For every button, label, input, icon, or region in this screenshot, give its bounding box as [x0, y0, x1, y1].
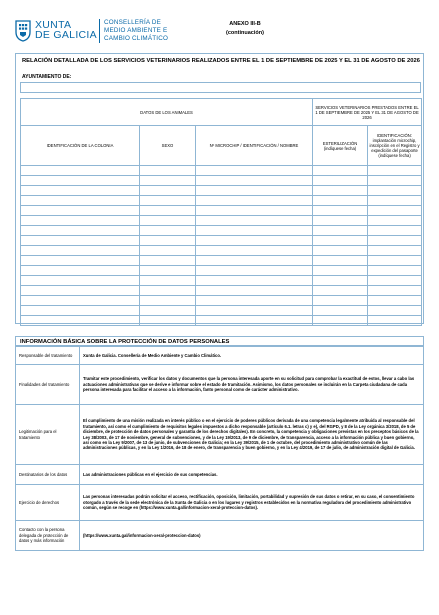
department-name: [104, 19, 168, 43]
data-protection-row: [16, 465, 424, 485]
colony-cell[interactable]: [21, 246, 140, 256]
column-header-sex: SEXO: [140, 126, 196, 166]
annex-continuation: (continuación): [226, 30, 264, 36]
sex-cell[interactable]: [140, 206, 196, 216]
identification-cell[interactable]: [368, 236, 422, 246]
row-value: Xunta de Galicia. Consellería de Medio Ambiente y Cambio Climático.: [80, 347, 424, 365]
data-protection-row: [16, 485, 424, 521]
microchip-cell[interactable]: [196, 236, 313, 246]
form-title: RELACIÓN DETALLADA DE LOS SERVICIOS VETERINARIOS REALIZADOS ENTRE EL 1 DE SEPTIEMBRE DE 2025 Y EL 31 DE AGOSTO DE 2026: [22, 58, 420, 64]
sex-cell[interactable]: [140, 276, 196, 286]
sterilization-cell[interactable]: [313, 236, 368, 246]
row-value: Las administraciones públicas en el ejercicio de sus competencias.: [80, 465, 424, 485]
identification-cell[interactable]: [368, 286, 422, 296]
microchip-cell[interactable]: [196, 206, 313, 216]
microchip-cell[interactable]: [196, 246, 313, 256]
table-row: [21, 306, 422, 316]
table-row: [21, 226, 422, 236]
colony-cell[interactable]: [21, 166, 140, 176]
sex-cell[interactable]: [140, 296, 196, 306]
microchip-cell[interactable]: [196, 226, 313, 236]
data-protection-row: [16, 405, 424, 465]
services-table-body: [21, 166, 422, 326]
row-value: Tramitar este procedimiento, verificar los datos y documentos que la persona interesada aporte en su solicitud para comprobar la exactitud de estos, llevar a cabo las actuaciones administrativas que se derive e informar sobre el estado de tramitación. Asimismo, los datos personales se incluirán en la Carpeta ciudadana de cada persona interesada para facilitar el acceso a la información, fanto personal como de carácter administrativo.: [80, 365, 424, 405]
sterilization-cell[interactable]: [313, 226, 368, 236]
microchip-cell[interactable]: [196, 176, 313, 186]
sterilization-cell[interactable]: [313, 196, 368, 206]
sex-cell[interactable]: [140, 176, 196, 186]
row-label: Contacto con la persona delegada de protección de datos y más información: [16, 521, 80, 551]
sterilization-cell[interactable]: [313, 286, 368, 296]
identification-cell[interactable]: [368, 196, 422, 206]
annex-title: ANEXO III-B: [229, 21, 261, 27]
identification-cell[interactable]: [368, 186, 422, 196]
row-label: Ejercicio de derechos: [16, 485, 80, 521]
table-row: [21, 316, 422, 326]
microchip-cell[interactable]: [196, 306, 313, 316]
colony-cell[interactable]: [21, 256, 140, 266]
colony-cell[interactable]: [21, 306, 140, 316]
table-row: [21, 246, 422, 256]
org-name-line-1: XUNTA: [35, 19, 72, 31]
services-form: [15, 53, 424, 324]
row-label: Finalidades del tratamiento: [16, 365, 80, 405]
sterilization-cell[interactable]: [313, 166, 368, 176]
row-label: Responsable del tratamiento: [16, 347, 80, 365]
data-protection-title: INFORMACIÓN BÁSICA SOBRE LA PROTECCIÓN DE DATOS PERSONALES: [15, 336, 424, 346]
sex-cell[interactable]: [140, 236, 196, 246]
sex-cell[interactable]: [140, 286, 196, 296]
column-header-colony: IDENTIFICACIÓN DE LA COLONIA: [21, 126, 140, 166]
table-row: [21, 286, 422, 296]
colony-cell[interactable]: [21, 176, 140, 186]
colony-cell[interactable]: [21, 276, 140, 286]
row-value: El cumplimiento de una misión realizada en interés público o en el ejercicio de poderes públicos derivada de una competencia legalmente atribuida al responsable del tratamiento, así como el cumplimiento de requisitos legales impuestos a dicho responsable (artículo 6.1. letras c) y e), del RGPD, y 8 de la Ley orgánica 3/2018, de 5 de diciembre, de protección de datos personales y garantía de los derechos digitales). En concreto, la competencia y obligaciones previstas en los preceptos básicos de la Ley 38/2003, de 17 de noviembre, general de subvenciones, y de la Ley 19/2013, de 9 de diciembre, de transparencia, acceso a la información pública y buen gobierno, así como en la Ley 9/2007, de 13 de junio, de subvenciones de Galicia; en la Ley 39/2015, de 1 de octubre, del procedimiento administrativo común de las administraciones públicas, y en la Ley 1/2016, de 18 de enero, de transparencia y buen gobierno, y en la Ley 4/2019, de 17 de julio, de administración digital de Galicia.: [80, 405, 424, 465]
table-row: [21, 266, 422, 276]
colony-cell[interactable]: [21, 226, 140, 236]
table-row: [21, 236, 422, 246]
data-protection-row: [16, 365, 424, 405]
sex-cell[interactable]: [140, 266, 196, 276]
sterilization-cell[interactable]: [313, 296, 368, 306]
xunta-logo-icon: [14, 20, 32, 42]
data-protection-row: [16, 347, 424, 365]
sex-cell[interactable]: [140, 316, 196, 326]
colony-cell[interactable]: [21, 286, 140, 296]
colony-cell[interactable]: [21, 206, 140, 216]
microchip-cell[interactable]: [196, 216, 313, 226]
colony-cell[interactable]: [21, 216, 140, 226]
table-row: [21, 276, 422, 286]
identification-cell[interactable]: [368, 306, 422, 316]
header-separator: [99, 19, 100, 43]
microchip-cell[interactable]: [196, 196, 313, 206]
sex-cell[interactable]: [140, 256, 196, 266]
table-row: [21, 206, 422, 216]
sterilization-cell[interactable]: [313, 306, 368, 316]
identification-cell[interactable]: [368, 266, 422, 276]
group-header-animals: DATOS DE LOS ANIMALES: [21, 99, 313, 126]
sex-cell[interactable]: [140, 226, 196, 236]
sterilization-cell[interactable]: [313, 246, 368, 256]
column-header-identification: IDENTIFICACIÓN: implantación microchip, inscripción en el Registro y expedición del pasaporte (indíquese fecha): [368, 126, 422, 166]
table-row: [21, 216, 422, 226]
identification-cell[interactable]: [368, 176, 422, 186]
identification-cell[interactable]: [368, 226, 422, 236]
org-name: [35, 20, 97, 40]
ayuntamiento-field[interactable]: [20, 82, 421, 93]
sterilization-cell[interactable]: [313, 206, 368, 216]
sterilization-cell[interactable]: [313, 216, 368, 226]
microchip-cell[interactable]: [196, 186, 313, 196]
department-line-3: CAMBIO CLIMÁTICO: [104, 35, 169, 42]
department-line-2: MEDIO AMBIENTE E: [104, 27, 168, 34]
identification-cell[interactable]: [368, 206, 422, 216]
data-protection-section: [15, 336, 424, 575]
sex-cell[interactable]: [140, 186, 196, 196]
column-header-sterilization: ESTERILIZACIÓN (indíquese fecha): [313, 126, 368, 166]
sterilization-cell[interactable]: [313, 266, 368, 276]
ayuntamiento-label: AYUNTAMIENTO DE:: [22, 74, 72, 80]
sex-cell[interactable]: [140, 216, 196, 226]
org-name-line-2: DE GALICIA: [35, 29, 97, 41]
microchip-cell[interactable]: [196, 266, 313, 276]
microchip-cell[interactable]: [196, 316, 313, 326]
annex-label: [225, 20, 265, 38]
colony-cell[interactable]: [21, 186, 140, 196]
data-protection-row: [16, 521, 424, 551]
colony-cell[interactable]: [21, 316, 140, 326]
data-protection-table: [15, 346, 424, 551]
microchip-cell[interactable]: [196, 166, 313, 176]
identification-cell[interactable]: [368, 246, 422, 256]
table-row: [21, 256, 422, 266]
sex-cell[interactable]: [140, 166, 196, 176]
page-header: [0, 0, 439, 50]
identification-cell[interactable]: [368, 166, 422, 176]
identification-cell[interactable]: [368, 316, 422, 326]
table-row: [21, 186, 422, 196]
colony-cell[interactable]: [21, 266, 140, 276]
sterilization-cell[interactable]: [313, 276, 368, 286]
sterilization-cell[interactable]: [313, 186, 368, 196]
row-label: Destinatarios de los datos: [16, 465, 80, 485]
services-table: [20, 98, 422, 326]
row-value: Las personas interesadas podrán solicitar el acceso, rectificación, oposición, limitación, portabilidad y supresión de sus datos o retirar, en su caso, el consentimiento otorgado a través de la sede electrónica de la Xunta de Galicia o en los lugares y registros establecidos en la normativa reguladora del procedimiento administrativo común, según se recoge en (https://www.xunta.gal/informacion-xeral-proteccion-datos).: [80, 485, 424, 521]
microchip-cell[interactable]: [196, 286, 313, 296]
microchip-cell[interactable]: [196, 296, 313, 306]
sterilization-cell[interactable]: [313, 176, 368, 186]
sterilization-cell[interactable]: [313, 256, 368, 266]
sterilization-cell[interactable]: [313, 316, 368, 326]
department-line-1: CONSELLERÍA DE: [104, 19, 162, 26]
microchip-cell[interactable]: [196, 256, 313, 266]
row-value: (https://www.xunta.gal/informacion-xeral-proteccion-datos): [80, 521, 424, 551]
colony-cell[interactable]: [21, 296, 140, 306]
colony-cell[interactable]: [21, 236, 140, 246]
sex-cell[interactable]: [140, 196, 196, 206]
identification-cell[interactable]: [368, 276, 422, 286]
sex-cell[interactable]: [140, 246, 196, 256]
identification-cell[interactable]: [368, 296, 422, 306]
table-row: [21, 196, 422, 206]
table-row: [21, 176, 422, 186]
table-row: [21, 166, 422, 176]
row-label: Legitimación para el tratamiento: [16, 405, 80, 465]
sex-cell[interactable]: [140, 306, 196, 316]
group-header-services: SERVICIOS VETERINARIOS PRESTADOS ENTRE EL 1 DE SEPTIEMBRE DE 2025 Y EL 31 DE AGOSTO DE 2026: [313, 99, 422, 126]
identification-cell[interactable]: [368, 216, 422, 226]
table-row: [21, 296, 422, 306]
identification-cell[interactable]: [368, 256, 422, 266]
microchip-cell[interactable]: [196, 276, 313, 286]
colony-cell[interactable]: [21, 196, 140, 206]
column-header-microchip: Nº MICROCHIP / IDENTIFICACIÓN / NOMBRE: [196, 126, 313, 166]
